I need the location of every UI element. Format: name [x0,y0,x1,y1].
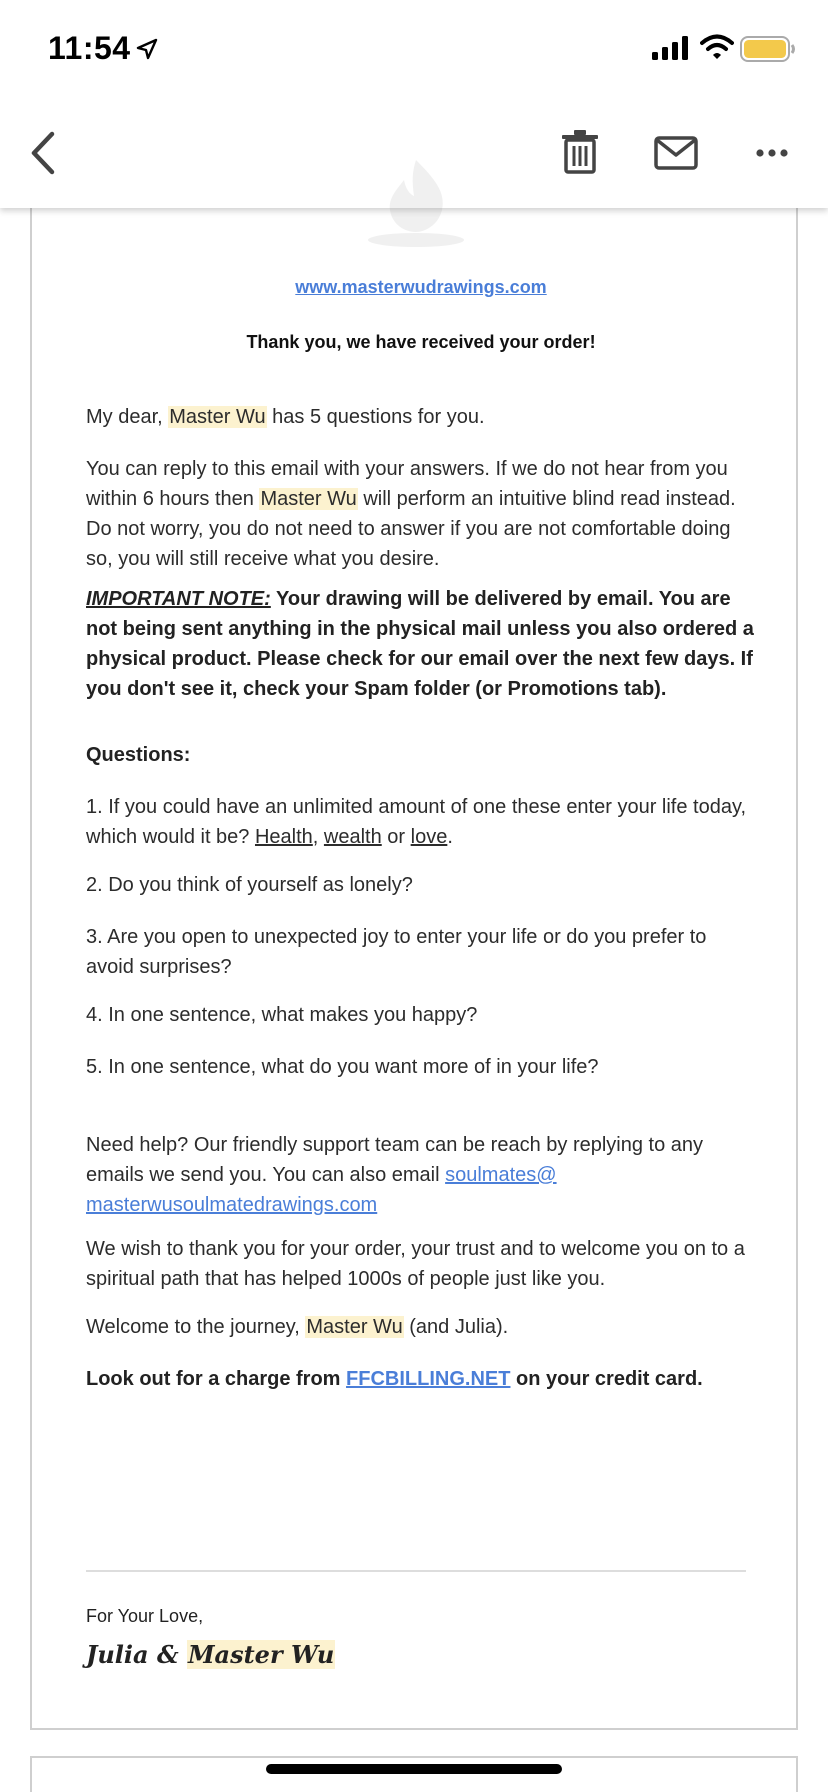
home-indicator[interactable] [266,1764,562,1774]
location-arrow-icon [136,38,158,60]
signature [86,1640,335,1669]
wifi-icon [700,34,734,60]
highlighted-name: Master Wu [187,1640,335,1669]
next-email-card [30,1756,798,1792]
intro-text-end: has 5 questions for you. [266,406,485,428]
reply-text-end: will perform an intuitive blind read instead. Do not worry, you do not need to answer if you are not comfortable doing so, you will still receive what you desire. [86,488,736,570]
reply-text: You can reply to this email with your answers. If we do not hear from you within 6 hours then [86,458,728,510]
separator: , [312,826,324,848]
questions-heading: Questions: [86,744,191,766]
option-wealth: wealth [323,826,382,848]
status-time: 11:54 [48,30,131,66]
more-options-icon[interactable] [756,148,788,158]
important-note-text: Your drawing will be delivered by email. You are not being sent anything in the physical mail unless you also ordered a physical product. Please check for our email over the next few days. If you don't see it, check your Spam folder (or Promotions tab). [86,588,754,700]
question-2: 2. Do you think of yourself as lonely? [86,874,413,896]
reply-paragraph [86,454,756,574]
battery-icon [740,36,796,62]
question-1-text: 1. If you could have an unlimited amount of one these enter your life today, which would it be? [86,796,747,848]
intro-text: My dear, [86,406,169,428]
trash-icon[interactable] [560,130,600,174]
separator: . [447,826,453,848]
question-1 [86,792,756,852]
order-received-heading: Thank you, we have received your order! [246,332,596,352]
signoff: For Your Love, [86,1606,204,1626]
status-bar [0,0,828,100]
question-4: 4. In one sentence, what makes you happy? [86,1004,478,1026]
question-3: 3. Are you open to unexpected joy to enter your life or do you prefer to avoid surprises? [86,926,707,978]
important-note-paragraph [86,584,756,704]
charge-notice [86,1364,756,1394]
signature-text: Julia & [86,1640,187,1669]
intro-paragraph [86,402,756,432]
charge-text-end: on your credit card. [510,1368,703,1390]
highlighted-name: Master Wu [260,488,357,510]
mail-envelope-icon[interactable] [654,136,698,170]
site-link[interactable]: www.masterwudrawings.com [295,277,547,297]
question-5: 5. In one sentence, what do you want more of in your life? [86,1056,599,1078]
flame-logo-icon [364,158,468,248]
help-text: Need help? Our friendly support team can be reach by replying to any emails we send you. You can also email [86,1134,704,1186]
cellular-signal-icon [652,36,690,60]
separator: or [381,826,411,848]
charge-text: Look out for a charge from [86,1368,347,1390]
option-health: Health [254,826,313,848]
support-email-link[interactable]: soulmates@ masterwusoulmatedrawings.com [86,1164,557,1216]
highlighted-name: Master Wu [169,406,266,428]
divider [86,1570,746,1572]
mail-toolbar [0,100,828,208]
option-love: love [410,826,448,848]
billing-link[interactable]: FFCBILLING.NET [346,1368,511,1390]
important-note-label: IMPORTANT NOTE: [86,588,271,610]
welcome-text: Welcome to the journey, [86,1316,306,1338]
email-body-card [30,206,798,1730]
highlighted-name: Master Wu [306,1316,403,1338]
thank-you-paragraph: We wish to thank you for your order, your trust and to welcome you on to a spiritual path that has helped 1000s of people just like you. [86,1238,745,1290]
welcome-text-end: (and Julia). [403,1316,509,1338]
help-paragraph [86,1130,756,1220]
welcome-paragraph [86,1312,756,1342]
back-chevron-icon[interactable] [26,130,60,176]
